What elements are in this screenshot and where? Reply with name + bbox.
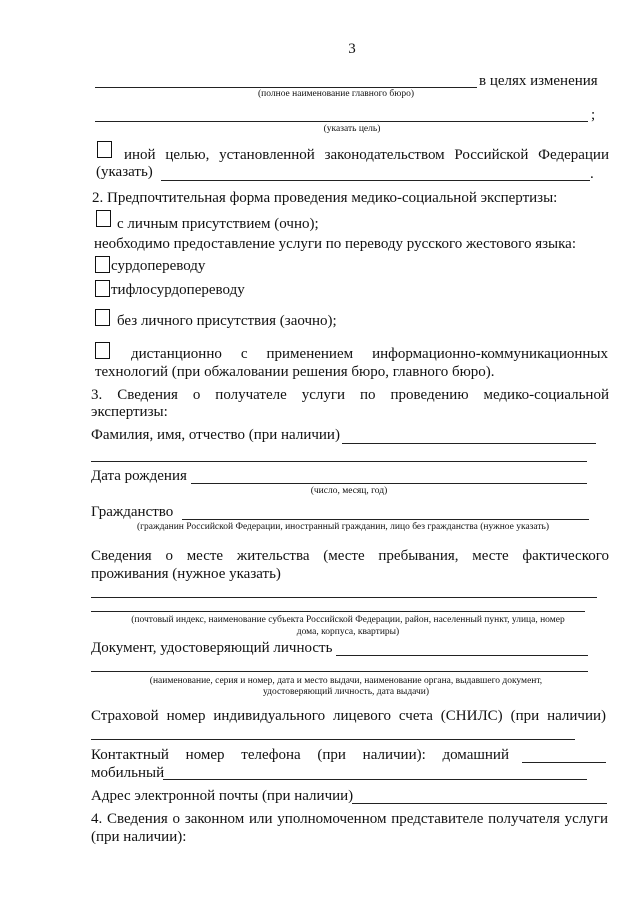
birth-date-hint: (число, месяц, год) xyxy=(310,486,388,496)
snils-label: Страховой номер индивидуального лицевого счета (СНИЛС) (при наличии) xyxy=(91,708,606,724)
surdo-checkbox[interactable] xyxy=(95,256,110,273)
other-purpose-line[interactable] xyxy=(161,180,590,181)
in-person-checkbox[interactable] xyxy=(96,210,111,227)
tiflosurdo-label: тифлосурдопереводу xyxy=(111,282,245,298)
home-phone-line[interactable] xyxy=(522,762,606,763)
phone-label: Контактный номер телефона (при наличии): домашний xyxy=(91,747,509,763)
id-document-line[interactable] xyxy=(336,655,588,656)
section-2-title: 2. Предпочтительная форма проведения медико-социальной экспертизы: xyxy=(92,190,558,206)
email-line[interactable] xyxy=(352,803,607,804)
mobile-phone-line[interactable] xyxy=(163,779,587,780)
page-number: 3 xyxy=(348,41,356,57)
email-label: Адрес электронной почты (при наличии) xyxy=(91,788,354,804)
address-line-2[interactable] xyxy=(91,611,585,612)
fio-line-2[interactable] xyxy=(91,461,587,462)
snils-line[interactable] xyxy=(91,739,575,740)
fio-line[interactable] xyxy=(342,443,596,444)
goal-hint: (указать цель) xyxy=(323,124,381,134)
section-3-title-cont: экспертизы: xyxy=(91,404,168,420)
period-mark: . xyxy=(590,166,594,182)
tiflosurdo-checkbox[interactable] xyxy=(95,280,110,297)
remote-checkbox[interactable] xyxy=(95,309,110,326)
section-4-title-cont: (при наличии): xyxy=(91,829,187,845)
residence-label: Сведения о месте жительства (месте пребывания, месте фактического xyxy=(91,548,609,564)
birth-label: Дата рождения xyxy=(91,468,187,484)
id-document-line-2[interactable] xyxy=(91,671,588,672)
birth-date-line[interactable] xyxy=(191,483,587,484)
surdo-label: сурдопереводу xyxy=(111,258,206,274)
distance-text-cont: технологий (при обжаловании решения бюро, главного бюро). xyxy=(95,364,495,380)
fio-label: Фамилия, имя, отчество (при наличии) xyxy=(91,427,340,443)
distance-text: дистанционно с применением информационно-коммуникационных xyxy=(131,346,608,362)
other-purpose-checkbox[interactable] xyxy=(97,141,112,158)
citizenship-hint: (гражданин Российской Федерации, иностранный гражданин, лицо без гражданства (нужное указать) xyxy=(137,522,550,532)
id-document-label: Документ, удостоверяющий личность xyxy=(91,640,333,656)
other-purpose-specify: (указать) xyxy=(96,164,153,180)
mobile-label: мобильный xyxy=(91,765,165,781)
change-purpose-text: в целях изменения xyxy=(479,73,598,89)
semicolon: ; xyxy=(591,107,596,123)
goal-line[interactable] xyxy=(95,121,588,122)
bureau-name-line[interactable] xyxy=(95,87,477,88)
section-3-title: 3. Сведения о получателе услуги по проведению медико-социальной xyxy=(91,387,609,403)
other-purpose-text: иной целью, установленной законодательством Российской Федерации xyxy=(124,147,609,163)
bureau-name-hint: (полное наименование главного бюро) xyxy=(257,89,415,99)
in-person-label: с личным присутствием (очно); xyxy=(117,216,319,232)
address-line[interactable] xyxy=(91,597,597,598)
address-hint: (почтовый индекс, наименование субъекта Российской Федерации, район, населенный пункт, улица, номер xyxy=(131,615,565,625)
distance-checkbox[interactable] xyxy=(95,342,110,359)
remote-label: без личного присутствия (заочно); xyxy=(117,313,337,329)
section-4-title: 4. Сведения о законном или уполномоченном представителе получателя услуги xyxy=(91,811,608,827)
residence-label-cont: проживания (нужное указать) xyxy=(91,566,281,582)
sign-language-text: необходимо предоставление услуги по переводу русского жестового языка: xyxy=(94,236,576,252)
citizenship-line[interactable] xyxy=(182,519,589,520)
id-document-hint-cont: удостоверяющий личность, дата выдачи) xyxy=(262,687,430,697)
id-document-hint: (наименование, серия и номер, дата и место выдачи, наименование органа, выдавшего документ, xyxy=(149,676,543,686)
citizenship-label: Гражданство xyxy=(91,504,174,520)
address-hint-cont: дома, корпуса, квартиры) xyxy=(296,627,400,637)
